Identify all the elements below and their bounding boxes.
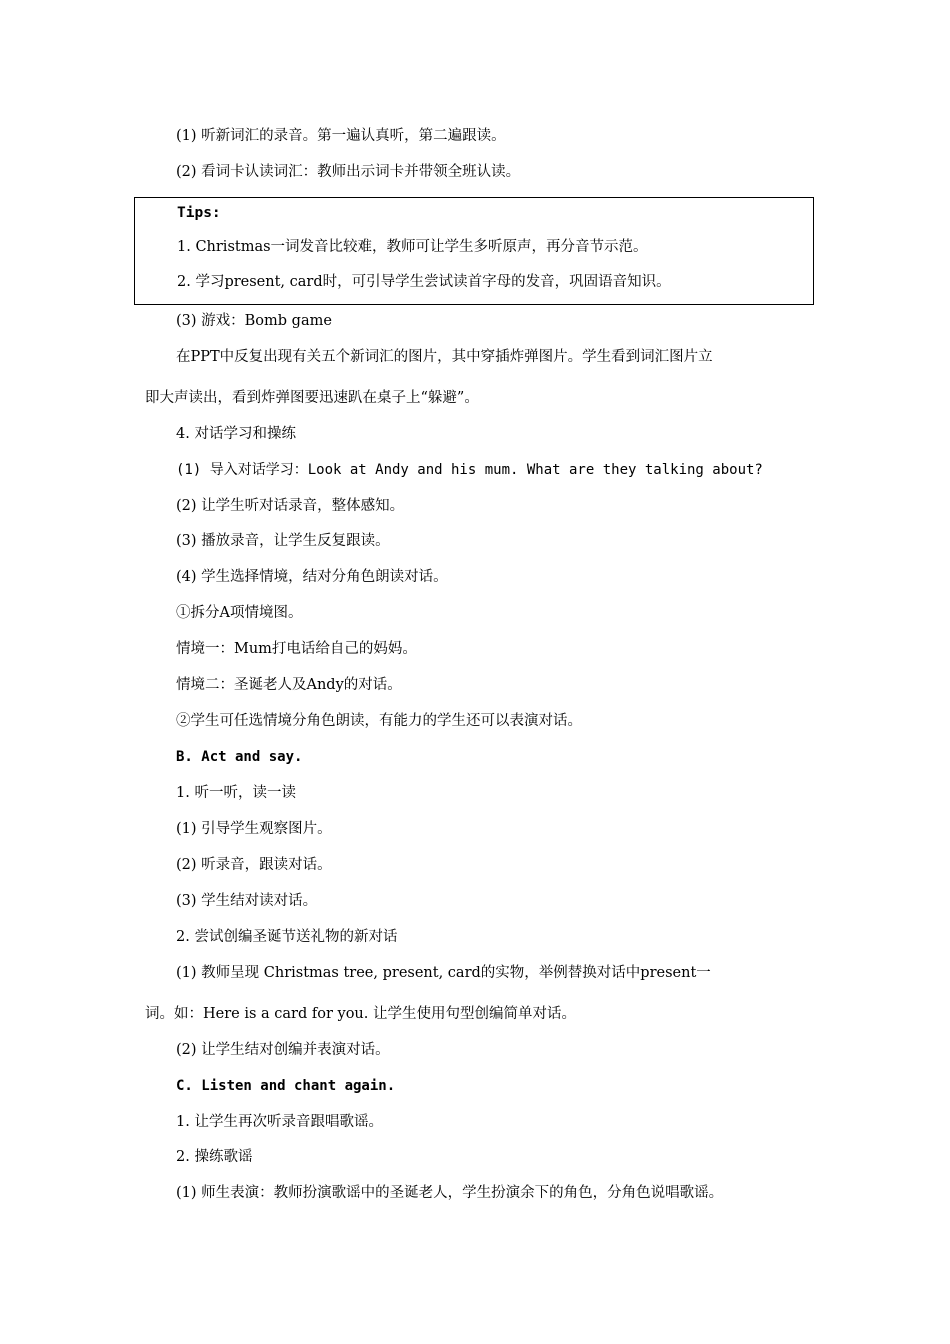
text-line: 词。如：Here is a card for you. 让学生使用句型创编简单对话。: [145, 1006, 576, 1022]
tips-title: Tips:: [177, 205, 221, 221]
text-line: (2) 让学生结对创编并表演对话。: [176, 1042, 390, 1058]
text-line: 即大声读出，看到炸弹图要迅速趴在桌子上“躲避”。: [145, 390, 479, 406]
text-line: (1) 师生表演：教师扮演歌谣中的圣诞老人，学生扮演余下的角色，分角色说唱歌谣。: [176, 1185, 724, 1201]
text-line: (1) 听新词汇的录音。第一遍认真听，第二遍跟读。: [176, 128, 506, 144]
text-line: (4) 学生选择情境，结对分角色朗读对话。: [176, 569, 448, 585]
section-heading: 4. 对话学习和操练: [176, 426, 296, 442]
text-line: (2) 让学生听对话录音，整体感知。: [176, 498, 405, 514]
text-line: (3) 学生结对读对话。: [176, 893, 318, 909]
section-heading: B. Act and say.: [176, 749, 303, 765]
section-heading: C. Listen and chant again.: [176, 1078, 396, 1094]
text-line: (1) 导入对话学习：Look at Andy and his mum. What are they talking about?: [176, 462, 763, 478]
text-line: 在PPT中反复出现有关五个新词汇的图片，其中穿插炸弹图片。学生看到词汇图片立: [176, 349, 713, 365]
text-line: 情境一：Mum打电话给自己的妈妈。: [176, 641, 417, 657]
text-line: (1) 教师呈现 Christmas tree, present, card的实物，举例替换对话中present一: [176, 965, 711, 981]
text-line: ②学生可任选情境分角色朗读，有能力的学生还可以表演对话。: [176, 713, 582, 729]
text-line: 2. 尝试创编圣诞节送礼物的新对话: [176, 929, 398, 945]
text-line: 1. 听一听，读一读: [176, 785, 296, 801]
text-line: 1. 让学生再次听录音跟唱歌谣。: [176, 1114, 383, 1130]
text-line: ①拆分A项情境图。: [176, 605, 303, 621]
tips-item: 1. Christmas一词发音比较难，教师可让学生多听原声，再分音节示范。: [177, 239, 648, 255]
tips-box: [134, 197, 814, 305]
text-line: (2) 看词卡认读词汇：教师出示词卡并带领全班认读。: [176, 164, 521, 180]
text-line: (1) 引导学生观察图片。: [176, 821, 332, 837]
tips-item: 2. 学习present, card时，可引导学生尝试读首字母的发音，巩固语音知识。: [177, 274, 671, 290]
text-line: (2) 听录音，跟读对话。: [176, 857, 332, 873]
text-line: (3) 游戏：Bomb game: [176, 313, 332, 329]
text-line: 情境二：圣诞老人及Andy的对话。: [176, 677, 402, 693]
text-line: 2. 操练歌谣: [176, 1149, 253, 1165]
text-line: (3) 播放录音，让学生反复跟读。: [176, 533, 390, 549]
